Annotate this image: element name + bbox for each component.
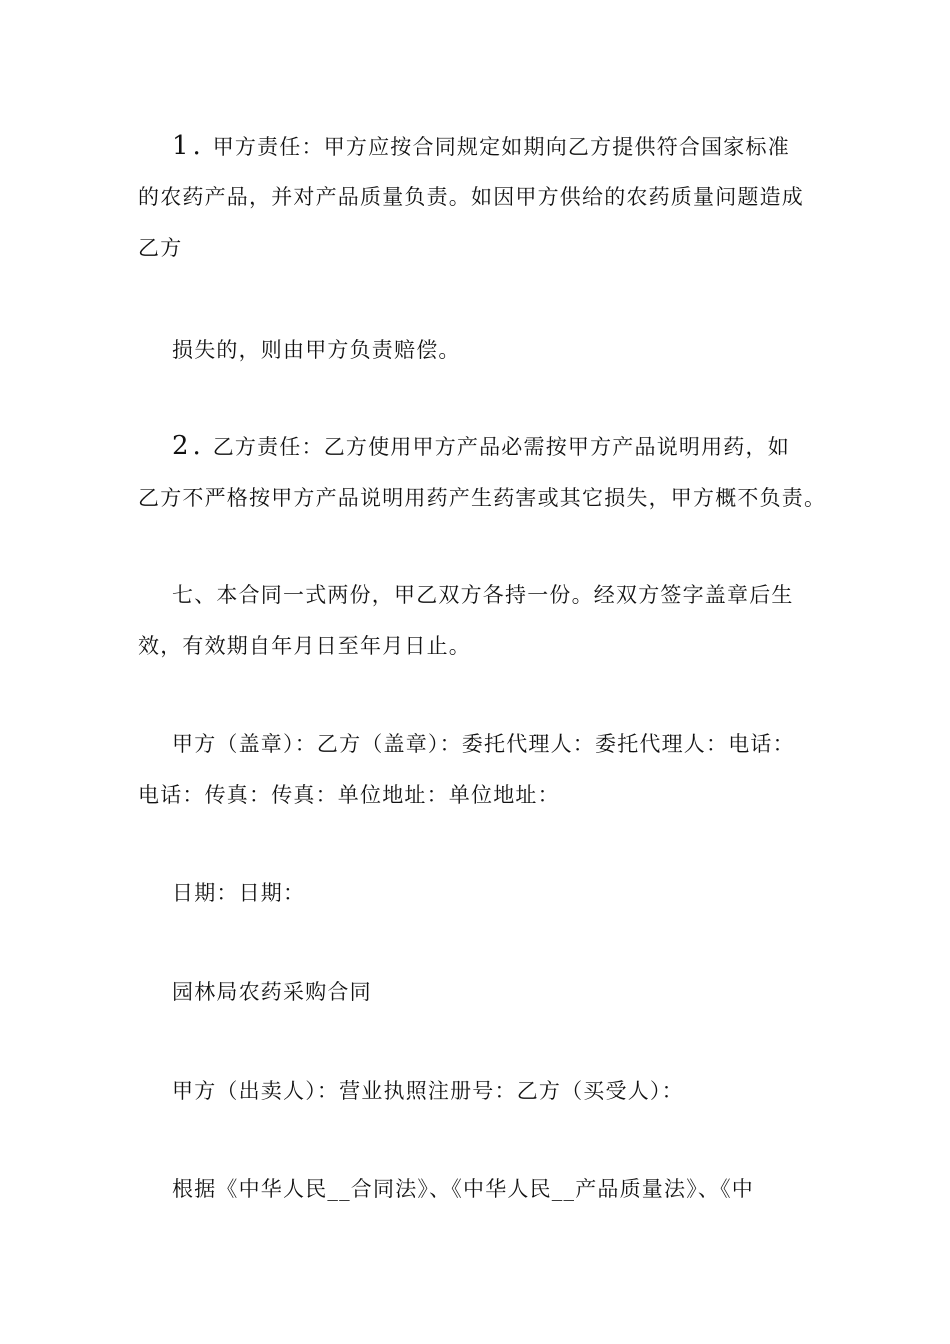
signature-line-1: 甲方（盖章）：乙方（盖章）：委托代理人：委托代理人：电话： — [172, 732, 795, 756]
clause-1-line-1 — [172, 132, 790, 161]
clause-7-line-2: 效，有效期自年月日至年月日止。 — [138, 634, 471, 658]
clause-1-number: 1. — [172, 131, 205, 161]
contract-parties: 甲方（出卖人）：营业执照注册号：乙方（买受人）： — [172, 1079, 684, 1103]
clause-2-line-1 — [172, 432, 790, 461]
signature-date: 日期：日期： — [172, 881, 306, 905]
clause-1-line-4: 损失的，则由甲方负责赔偿。 — [172, 338, 461, 362]
contract-basis: 根据《中华人民__合同法》、《中华人民__产品质量法》、《中 — [172, 1177, 754, 1201]
clause-2-line-2: 乙方不严格按甲方产品说明用药产生药害或其它损失，甲方概不负责。 — [138, 486, 827, 510]
clause-1-line-3: 乙方 — [138, 236, 183, 260]
clause-1-text: 甲方责任：甲方应按合同规定如期向乙方提供符合国家标准 — [212, 135, 790, 159]
clause-2-number: 2. — [172, 431, 205, 461]
clause-7-line-1: 七、本合同一式两份，甲乙双方各持一份。经双方签字盖章后生 — [172, 583, 794, 607]
contract-title: 园林局农药采购合同 — [172, 980, 372, 1004]
clause-2-text: 乙方责任：乙方使用甲方产品必需按甲方产品说明用药，如 — [212, 435, 790, 459]
clause-1-line-2: 的农药产品，并对产品质量负责。如因甲方供给的农药质量问题造成 — [138, 185, 804, 209]
signature-line-2: 电话：传真：传真：单位地址：单位地址： — [138, 783, 560, 807]
